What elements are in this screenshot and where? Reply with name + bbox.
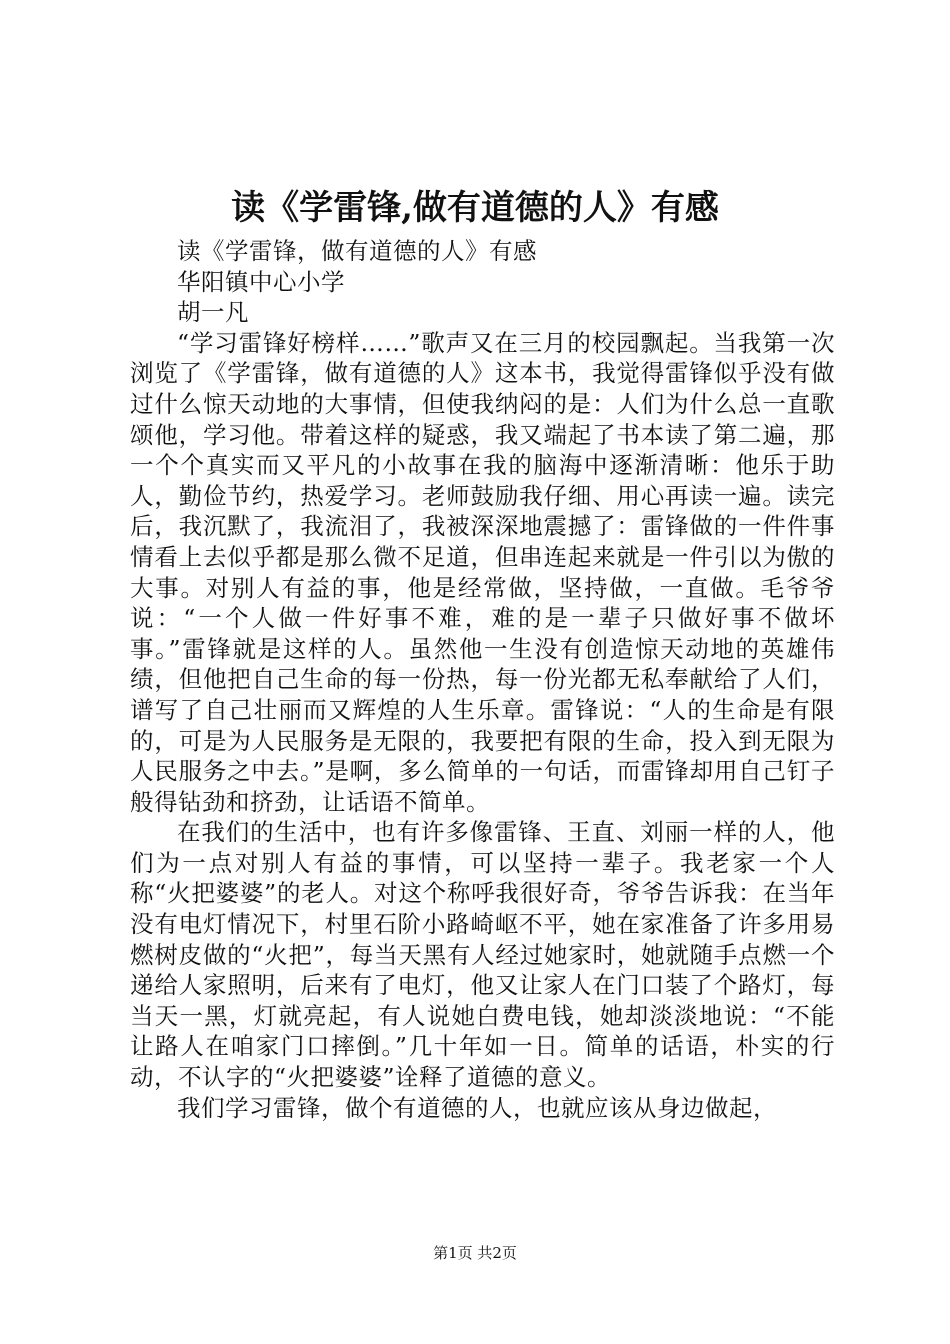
page-number-footer: 第1页 共2页	[433, 1244, 517, 1262]
author-line: 胡一凡	[177, 298, 249, 327]
body-paragraph: 在我们的生活中，也有许多像雷锋、王直、刘丽一样的人，他们为一点对别人有益的事情，可以坚持一辈子。我老家一个人称“火把婆婆”的老人。对这个称呼我很好奇，爷爷告诉我：在当年没有电灯情况下，村里石阶小路崎岖不平，她在家准备了许多用易燃树皮做的“火把”，每当天黑有人经过她家时，她就随手点燃一个递给人家照明，后来有了电灯，他又让家人在门口装了个路灯，每当天一黑，灯就亮起，有人说她白费电钱，她却淡淡地说：“不能让路人在咱家门口摔倒。”几十年如一日。简单的话语，朴实的行动，不认字的“火把婆婆”诠释了道德的意义。	[130, 818, 835, 1092]
document-body	[130, 236, 835, 1123]
subtitle-line: 读《学雷锋，做有道德的人》有感	[177, 237, 537, 265]
body-paragraph: “学习雷锋好榜样……”歌声又在三月的校园飘起。当我第一次浏览了《学雷锋，做有道德的人》这本书，我觉得雷锋似乎没有做过什么惊天动地的大事情，但使我纳闷的是：人们为什么总一直歌颂他，学习他。带着这样的疑惑，我又端起了书本读了第二遍，那一个个真实而又平凡的小故事在我的脑海中逐渐清晰：他乐于助人，勤俭节约，热爱学习。老师鼓励我仔细、用心再读一遍。读完后，我沉默了，我流泪了，我被深深地震撼了：雷锋做的一件件事情看上去似乎都是那么微不足道，但串连起来就是一件引以为傲的大事。对别人有益的事，他是经常做，坚持做，一直做。毛爷爷说：“一个人做一件好事不难，难的是一辈子只做好事不做坏事。”雷锋就是这样的人。虽然他一生没有创造惊天动地的英雄伟绩，但他把自己生命的每一份热，每一份光都无私奉献给了人们，谱写了自己壮丽而又辉煌的人生乐章。雷锋说：“人的生命是有限的，可是为人民服务是无限的，我要把有限的生命，投入到无限为人民服务之中去。”是啊，多么简单的一句话，而雷锋却用自己钉子般得钻劲和挤劲，让话语不简单。	[130, 328, 835, 816]
school-line: 华阳镇中心小学	[177, 267, 345, 296]
body-paragraph: 我们学习雷锋，做个有道德的人，也就应该从身边做起，	[177, 1093, 777, 1122]
document-title: 读《学雷锋,做有道德的人》有感	[231, 188, 719, 228]
